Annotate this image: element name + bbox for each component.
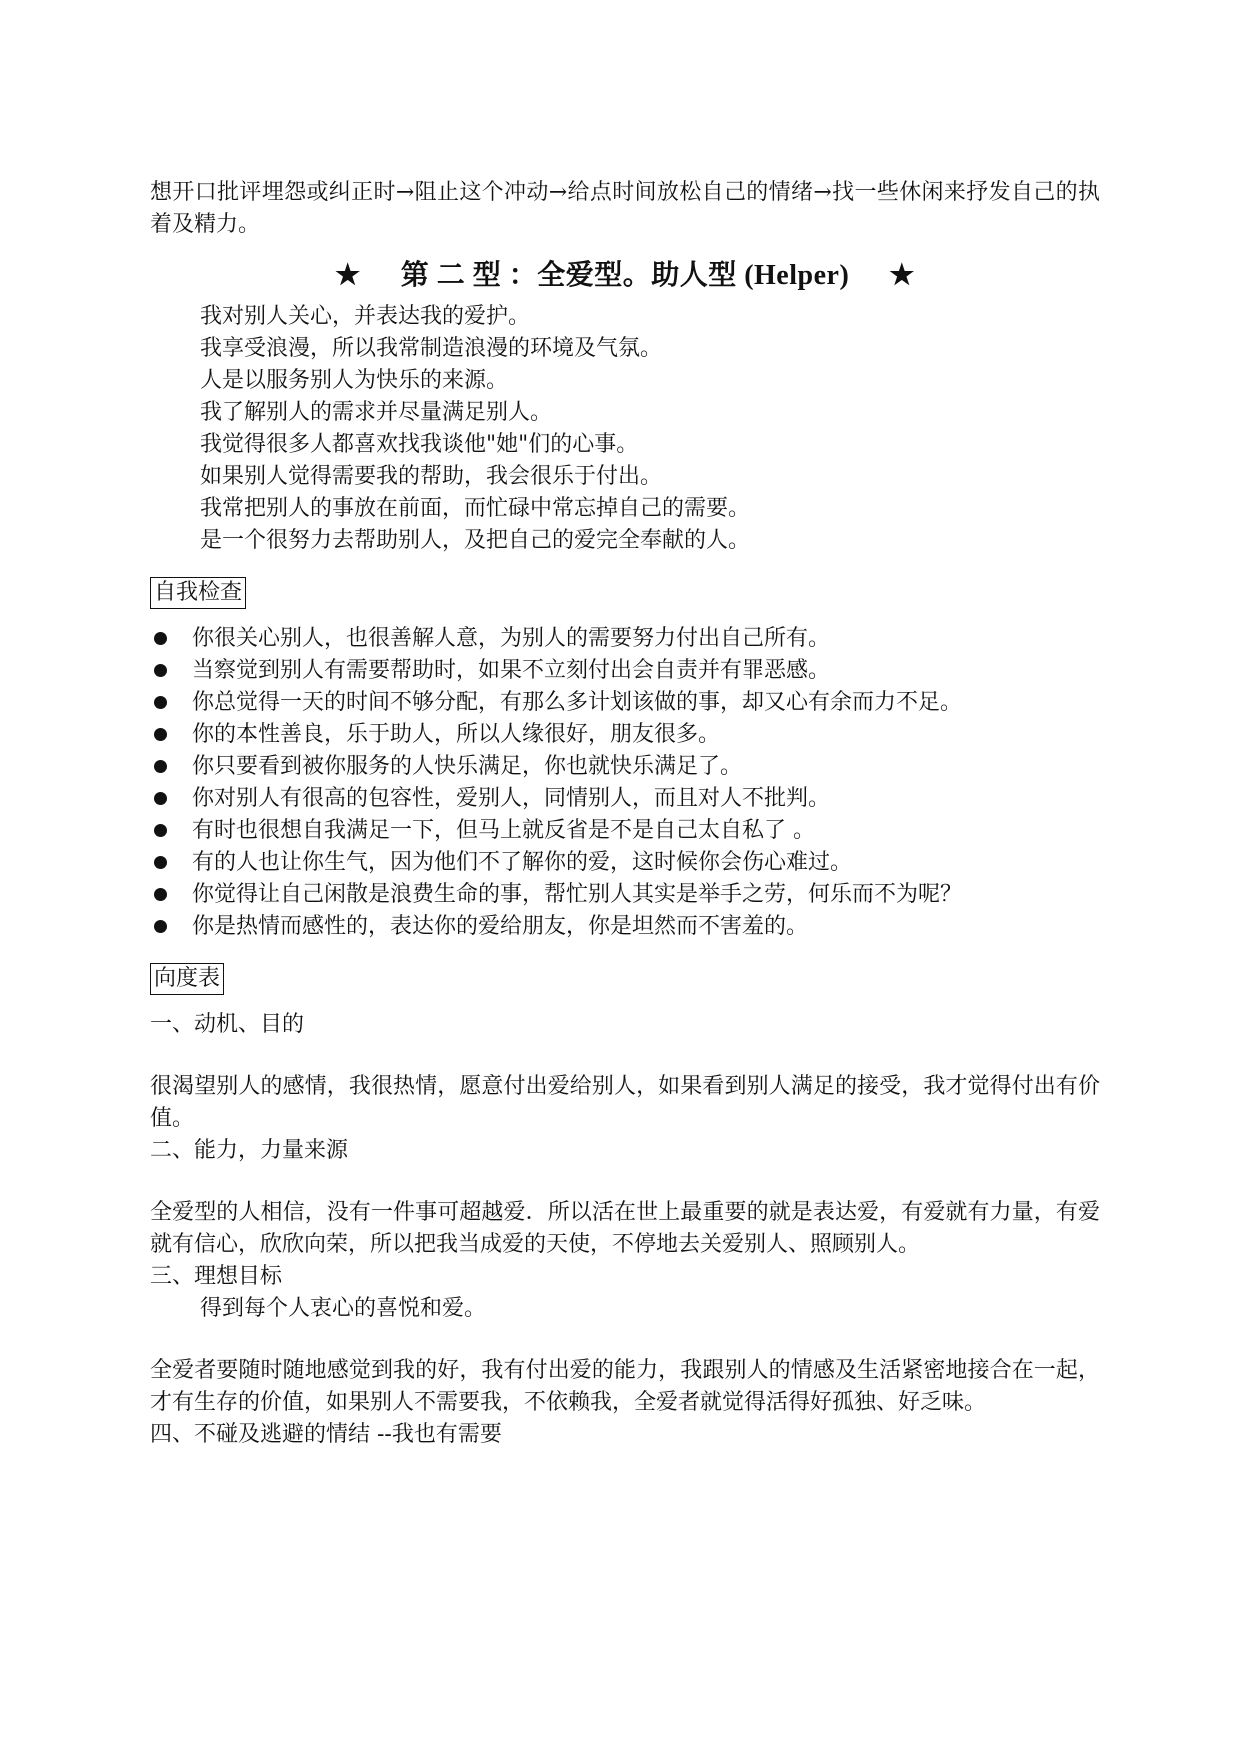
type-title-text: 第 二 型 ：全爱型。助人型 (Helper) xyxy=(400,260,850,291)
trait-list xyxy=(200,301,1100,557)
bullet-icon xyxy=(150,751,192,783)
section-3-subline: 得到每个人衷心的喜悦和爱。 xyxy=(200,1296,487,1321)
section-2-heading: 二、能力，力量来源 xyxy=(150,1138,349,1163)
list-item-text: 你觉得让自己闲散是浪费生命的事，帮忙别人其实是举手之劳，何乐而不为呢？ xyxy=(192,882,963,907)
list-item xyxy=(150,655,1100,687)
list-item-text: 有的人也让你生气，因为他们不了解你的爱，这时候你会伤心难过。 xyxy=(192,850,853,875)
list-item-text: 有时也很想自我满足一下，但马上就反省是不是自己太自私了 。 xyxy=(192,818,815,843)
self-check-list xyxy=(150,623,1100,943)
spacer xyxy=(150,1325,1100,1355)
bullet-icon xyxy=(150,687,192,719)
list-item-text: 你对别人有很高的包容性，爱别人，同情别人，而且对人不批判。 xyxy=(192,786,831,811)
list-item-text: 你总觉得一天的时间不够分配，有那么多计划该做的事，却又心有余而力不足。 xyxy=(192,690,963,715)
list-item-text: 当察觉到别人有需要帮助时，如果不立刻付出会自责并有罪恶感。 xyxy=(192,658,831,683)
bullet-icon xyxy=(150,783,192,815)
section-1-body: 很渴望别人的感情，我很热情，愿意付出爱给别人，如果看到别人满足的接受，我才觉得付出有价值。 xyxy=(150,1074,1100,1131)
trait-line: 我了解别人的需求并尽量满足别人。 xyxy=(200,400,553,425)
section-1-heading: 一、动机、目的 xyxy=(150,1012,305,1037)
spacer xyxy=(150,1167,1100,1197)
dimensions-heading xyxy=(150,963,1100,995)
trait-line: 我常把别人的事放在前面，而忙碌中常忘掉自己的需要。 xyxy=(200,496,751,521)
list-item xyxy=(150,783,1100,815)
trait-line: 如果别人觉得需要我的帮助，我会很乐于付出。 xyxy=(200,464,663,489)
bullet-icon xyxy=(150,719,192,751)
list-item xyxy=(150,847,1100,879)
list-item xyxy=(150,751,1100,783)
list-item xyxy=(150,719,1100,751)
star-icon-left: ★ xyxy=(335,260,361,291)
bullet-icon xyxy=(150,911,192,943)
list-item xyxy=(150,911,1100,943)
list-item-text: 你是热情而感性的，表达你的爱给朋友，你是坦然而不害羞的。 xyxy=(192,914,809,939)
bullet-icon xyxy=(150,847,192,879)
bullet-icon xyxy=(150,655,192,687)
trait-line: 我对别人关心，并表达我的爱护。 xyxy=(200,304,531,329)
spacer xyxy=(150,1041,1100,1071)
list-item-text: 你很关心别人，也很善解人意，为别人的需要努力付出自己所有。 xyxy=(192,626,831,651)
bullet-icon xyxy=(150,623,192,655)
self-check-heading xyxy=(150,577,1100,609)
document-page xyxy=(150,177,1100,1451)
list-item-text: 你的本性善良，乐于助人，所以人缘很好，朋友很多。 xyxy=(192,722,721,747)
dimensions-label: 向度表 xyxy=(150,963,224,995)
section-2-body: 全爱型的人相信，没有一件事可超越爱．所以活在世上最重要的就是表达爱，有爱就有力量，有爱就有信心，欣欣向荣，所以把我当成爱的天使，不停地去关爱别人、照顾别人。 xyxy=(150,1200,1100,1257)
trait-line: 我享受浪漫，所以我常制造浪漫的环境及气氛。 xyxy=(200,336,663,361)
list-item-text: 你只要看到被你服务的人快乐满足，你也就快乐满足了。 xyxy=(192,754,743,779)
list-item xyxy=(150,815,1100,847)
star-icon-right: ★ xyxy=(889,260,915,291)
trait-line: 我觉得很多人都喜欢找我谈他"她"们的心事。 xyxy=(200,432,639,457)
section-4-heading: 四、不碰及逃避的情结 --我也有需要 xyxy=(150,1422,502,1447)
bullet-icon xyxy=(150,879,192,911)
list-item xyxy=(150,687,1100,719)
intro-paragraph: 想开口批评埋怨或纠正时→阻止这个冲动→给点时间放松自己的情绪→找一些休闲来抒发自己的执着及精力。 xyxy=(150,180,1100,237)
section-3-body: 全爱者要随时随地感觉到我的好，我有付出爱的能力，我跟别人的情感及生活紧密地接合在一起，才有生存的价值，如果别人不需要我，不依赖我，全爱者就觉得活得好孤独、好乏味。 xyxy=(150,1358,1100,1415)
trait-line: 人是以服务别人为快乐的来源。 xyxy=(200,368,509,393)
list-item xyxy=(150,879,1100,911)
list-item xyxy=(150,623,1100,655)
type-title xyxy=(150,253,1100,293)
bullet-icon xyxy=(150,815,192,847)
self-check-label: 自我检查 xyxy=(150,577,246,609)
section-3-heading: 三、理想目标 xyxy=(150,1264,283,1289)
trait-line: 是一个很努力去帮助别人，及把自己的爱完全奉献的人。 xyxy=(200,528,751,553)
